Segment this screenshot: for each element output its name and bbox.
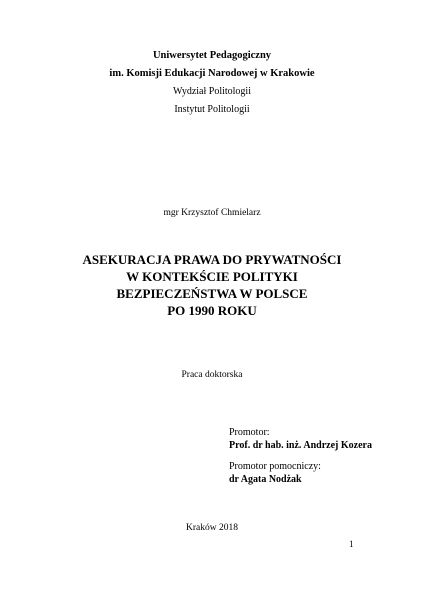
spacer — [229, 452, 419, 460]
title-line: W KONTEKŚCIE POLITYKI — [126, 269, 298, 284]
place-and-date: Kraków 2018 — [186, 523, 238, 533]
thesis-title — [0, 251, 424, 319]
assistant-promoter-name: dr Agata Nodżak — [229, 474, 302, 485]
author-name: mgr Krzysztof Chmielarz — [163, 208, 261, 218]
thesis-type: Praca doktorska — [181, 370, 243, 380]
promoter-name: Prof. dr hab. inż. Andrzej Kozera — [229, 440, 372, 451]
title-line: PO 1990 ROKU — [167, 303, 257, 318]
faculty-name: Wydział Politologii — [172, 86, 251, 97]
promoters-block — [229, 426, 419, 486]
page-number: 1 — [349, 539, 354, 549]
institute-name: Instytut Politologii — [174, 104, 250, 115]
assistant-promoter-label: Promotor pomocniczy: — [229, 461, 321, 472]
university-patron: im. Komisji Edukacji Narodowej w Krakowie — [109, 68, 315, 79]
title-line: BEZPIECZEŃSTWA W POLSCE — [116, 286, 308, 301]
title-line: ASEKURACJA PRAWA DO PRYWATNOŚCI — [82, 252, 342, 267]
university-name: Uniwersytet Pedagogiczny — [152, 50, 272, 61]
promoter-label: Promotor: — [229, 427, 270, 438]
